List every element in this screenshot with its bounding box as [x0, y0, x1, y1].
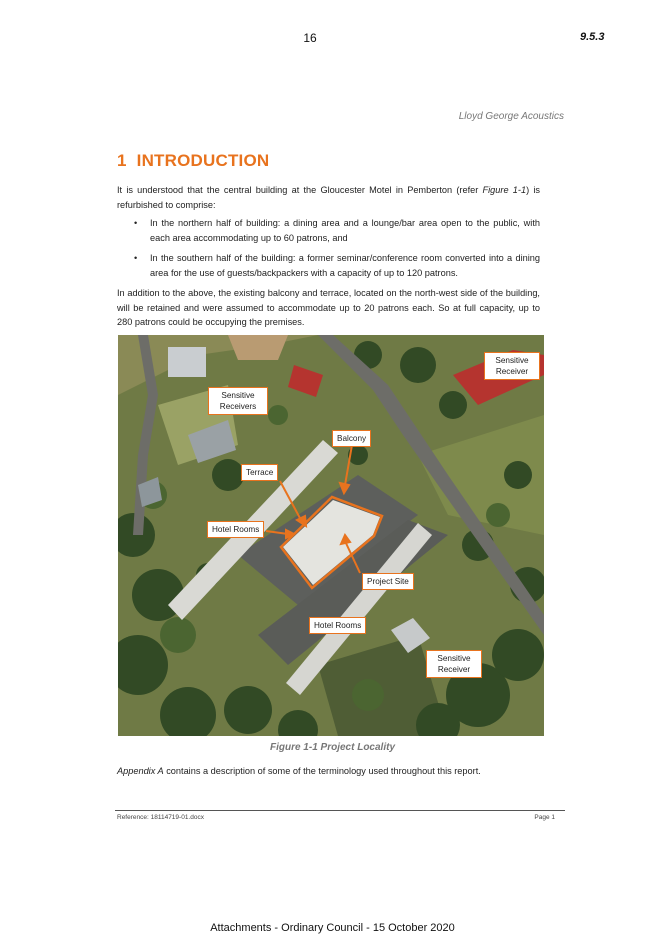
callout-sensitive-receiver-ne: Sensitive Receiver	[484, 352, 540, 380]
list-item	[130, 216, 540, 245]
paragraph-2: In addition to the above, the existing balcony and terrace, located on the north-west side of the building, will be retained and were assumed to accommodate up to 20 patrons each. So at full capacity, up to 280 patrons could be occupying the premises.	[117, 288, 540, 327]
figure-caption: Figure 1-1 Project Locality	[269, 742, 396, 753]
callout-terrace: Terrace	[241, 464, 278, 481]
figure-reference: Figure 1-1	[482, 185, 527, 195]
intro-text-b: ) is refurbished to comprise:	[117, 185, 540, 210]
intro-paragraph	[117, 183, 540, 212]
section-heading	[117, 151, 269, 171]
callout-project-site: Project Site	[362, 573, 414, 590]
bullet-list	[130, 216, 540, 286]
appendix-text: contains a description of some of the terminology used throughout this report.	[163, 766, 481, 776]
bullet-text: In the southern half of the building: a former seminar/conference room converted into a dining area for the use of guests/backpackers with a capacity of up to 120 patrons.	[150, 253, 540, 278]
company-name: Lloyd George Acoustics	[458, 111, 564, 122]
section-title: INTRODUCTION	[136, 151, 270, 170]
bullet-icon: •	[134, 253, 138, 263]
page-number: 16	[303, 31, 317, 45]
footer-reference: Reference: 18114719-01.docx	[117, 814, 204, 821]
attachments-footer: Attachments - Ordinary Council - 15 October 2020	[210, 922, 455, 934]
callout-sensitive-receivers-nw: Sensitive Receivers	[208, 387, 268, 415]
intro-text-a: It is understood that the central building at the Gloucester Motel in Pemberton (refer	[117, 185, 483, 195]
footer-page-number: Page 1	[534, 814, 555, 821]
footer-divider	[115, 810, 565, 811]
section-number: 1	[117, 151, 127, 170]
callout-hotel-rooms-west: Hotel Rooms	[207, 521, 264, 538]
bullet-text: In the northern half of building: a dining area and a lounge/bar area open to the public, with each area accommodating up to 60 patrons, and	[150, 218, 540, 243]
appendix-note	[117, 766, 481, 776]
appendix-reference: Appendix A	[117, 766, 164, 776]
callout-balcony: Balcony	[332, 430, 371, 447]
list-item	[130, 251, 540, 280]
callout-sensitive-receiver-se: Sensitive Receiver	[426, 650, 482, 678]
agenda-item-number: 9.5.3	[580, 31, 605, 43]
aerial-photo-figure	[118, 335, 544, 736]
bullet-icon: •	[134, 218, 138, 228]
callout-hotel-rooms-south: Hotel Rooms	[309, 617, 366, 634]
